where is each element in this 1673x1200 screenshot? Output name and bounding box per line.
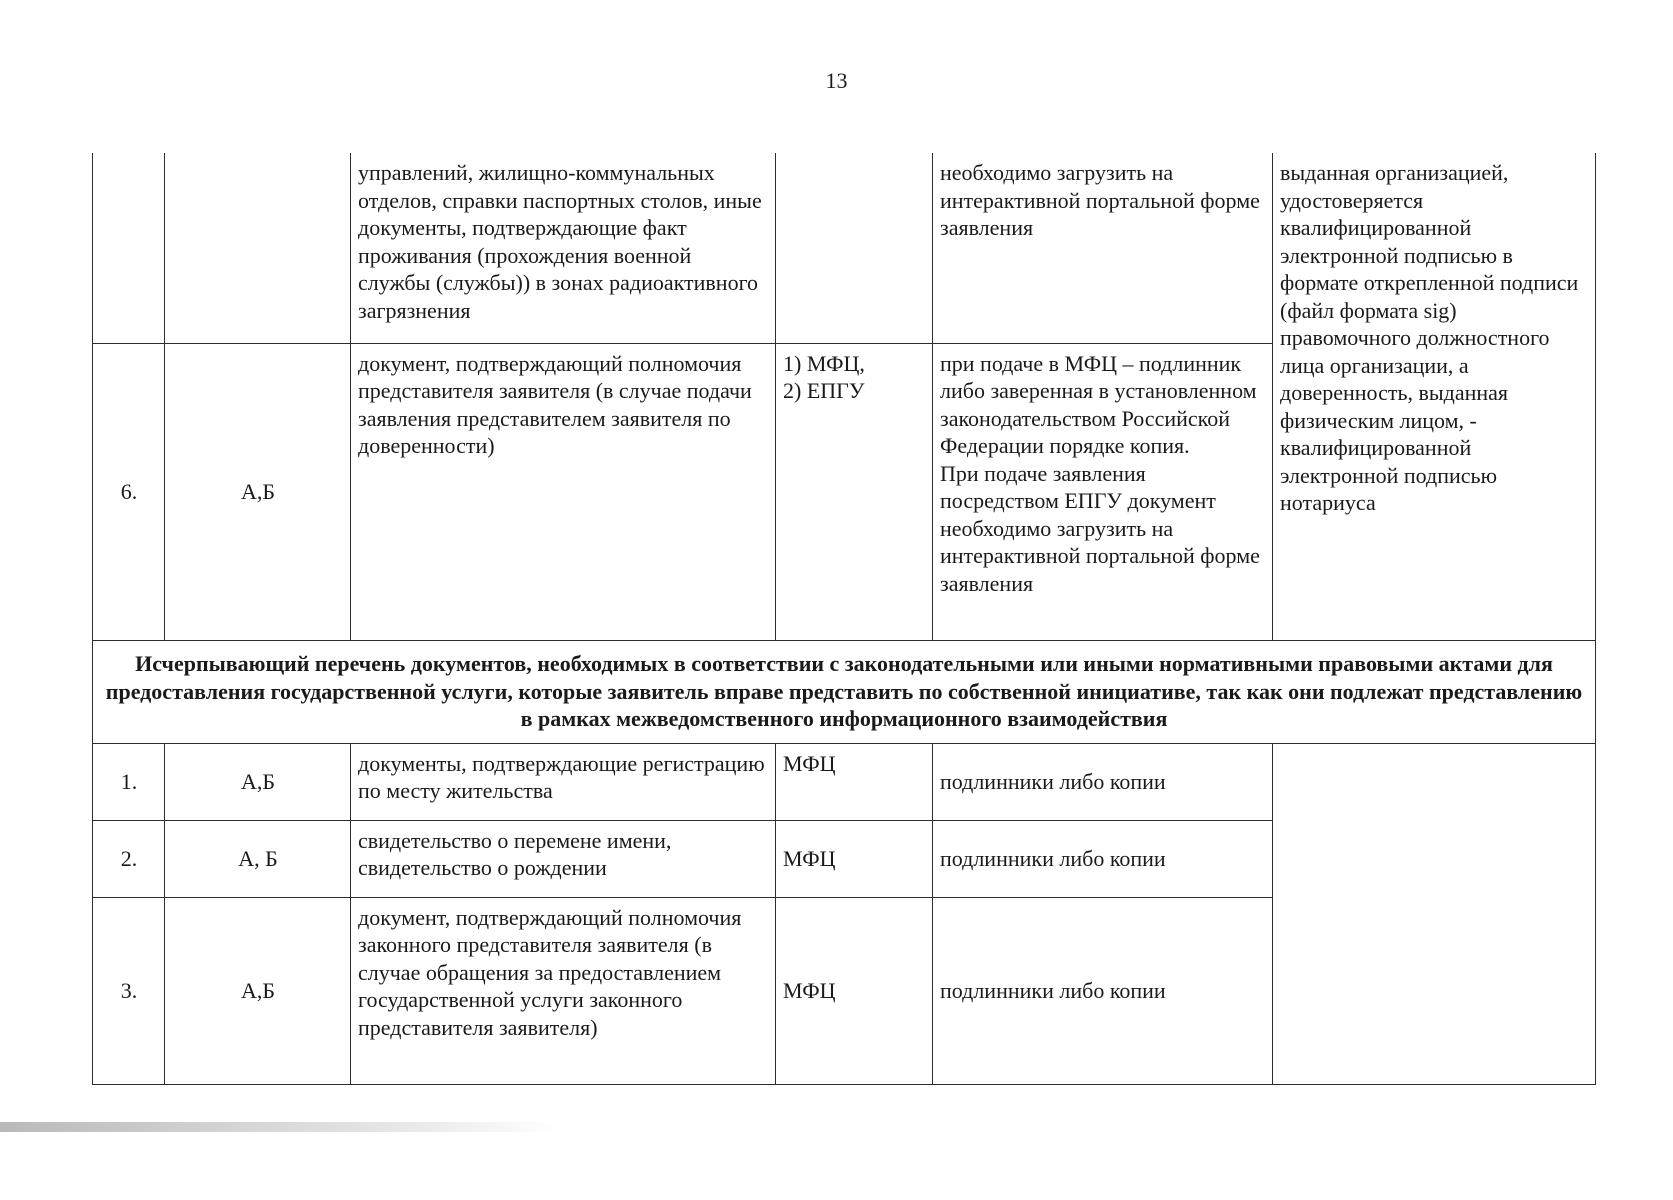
cell-category: А,Б <box>165 743 351 820</box>
cell-num: 1. <box>93 743 165 820</box>
cell-form: при подаче в МФЦ – подлинник либо заверенная в установленном законодательством Российской Федерации порядке копия. При подаче заявления посредством ЕПГУ документ необходимо загрузить на интерактивной портальной форме заявления <box>933 343 1273 640</box>
section-heading: Исчерпывающий перечень документов, необходимых в соответствии с законодательными или иными нормативными правовыми актами для предоставления государственной услуги, которые заявитель вправе представить по собственной инициативе, так как они подлежат представлению в рамках межведомственного информационного взаимодействия <box>93 640 1596 743</box>
cell-document: свидетельство о перемене имени, свидетельство о рождении <box>351 820 776 897</box>
cell-document: документ, подтверждающий полномочия законного представителя заявителя (в случае обращения за предоставлением государственной услуги законного представителя заявителя) <box>351 897 776 1084</box>
cell-document: документ, подтверждающий полномочия представителя заявителя (в случае подачи заявления представителем заявителя по доверенности) <box>351 343 776 640</box>
page-number: 13 <box>825 68 848 93</box>
cell-submission: МФЦ <box>776 820 933 897</box>
cell-requirements-empty <box>1273 743 1596 1084</box>
cell-category: А,Б <box>165 897 351 1084</box>
cell-document: управлений, жилищно-коммунальных отделов, справки паспортных столов, иные документы, подтверждающие факт проживания (прохождения военной службы (службы)) в зонах радиоактивного загрязнения <box>351 153 776 343</box>
cell-category <box>165 153 351 343</box>
cell-submission <box>776 153 933 343</box>
cell-num <box>93 153 165 343</box>
cell-document: документы, подтверждающие регистрацию по месту жительства <box>351 743 776 820</box>
cell-category: А, Б <box>165 820 351 897</box>
cell-num: 2. <box>93 820 165 897</box>
cell-requirements: выданная организацией, удостоверяется квалифицированной электронной подписью в формате открепленной подписи (файл формата sig) правомочного должностного лица организации, а доверенность, выданная физическим лицом, - квалифицированной электронной подписью нотариуса <box>1273 153 1596 640</box>
cell-num: 3. <box>93 897 165 1084</box>
cell-form: подлинники либо копии <box>933 897 1273 1084</box>
table-row-continued <box>93 153 1596 343</box>
cell-category: А,Б <box>165 343 351 640</box>
scan-edge-shadow <box>0 1122 560 1132</box>
cell-form: подлинники либо копии <box>933 743 1273 820</box>
cell-form: подлинники либо копии <box>933 820 1273 897</box>
cell-submission: 1) МФЦ, 2) ЕПГУ <box>776 343 933 640</box>
cell-submission: МФЦ <box>776 897 933 1084</box>
table-row <box>93 743 1596 820</box>
cell-num: 6. <box>93 343 165 640</box>
section-heading-row <box>93 640 1596 743</box>
documents-table <box>92 153 1596 1085</box>
cell-submission: МФЦ <box>776 743 933 820</box>
cell-form: необходимо загрузить на интерактивной портальной форме заявления <box>933 153 1273 343</box>
